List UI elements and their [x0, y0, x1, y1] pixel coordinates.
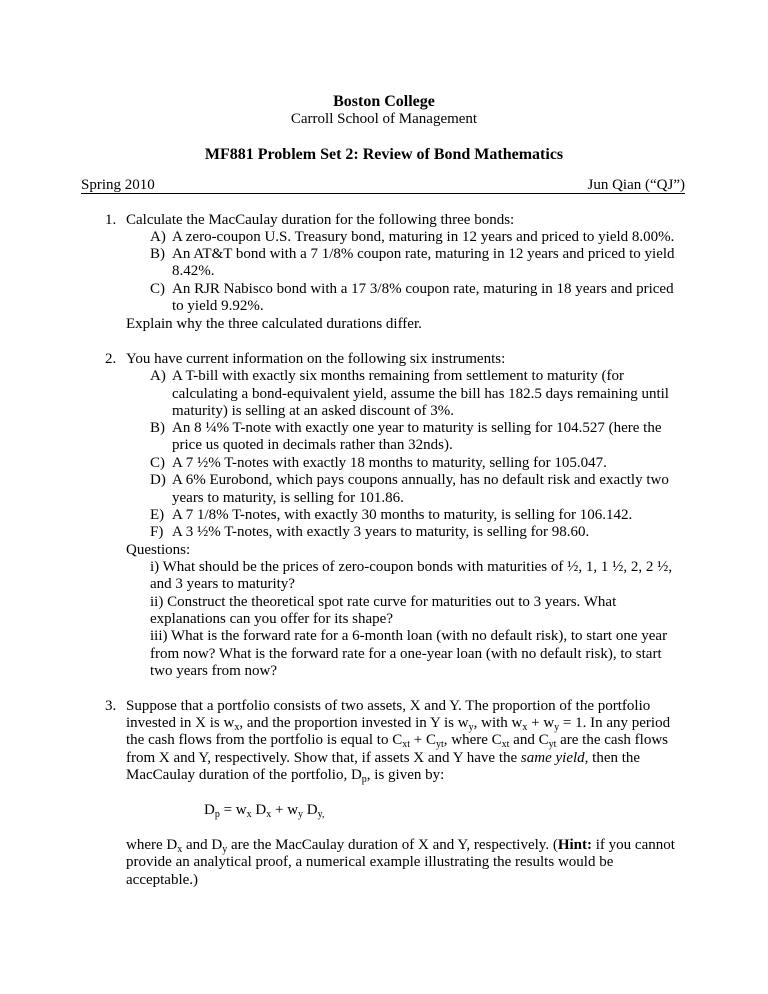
q2-a-line2: calculating a bond-equivalent yield, assume the bill has 182.5 days remaining until [172, 386, 669, 402]
page-title: MF881 Problem Set 2: Review of Bond Mathematics [204, 146, 564, 163]
q2-number: 2. [105, 351, 117, 367]
term: Spring 2010 [81, 177, 155, 193]
q2-prompt: You have current information on the following six instruments: [126, 351, 506, 367]
q2-f-label: F) [150, 524, 164, 540]
q3-line7: provide an analytical proof, a numerical example illustrating the results would be [126, 854, 614, 870]
q2-e-label: E) [150, 507, 165, 523]
q3-number: 3. [105, 698, 117, 714]
hint-label: Hint: [557, 837, 592, 853]
q2-iii-line1: iii) What is the forward rate for a 6-month loan (with no default risk), to start one year [150, 628, 668, 644]
q1-number: 1. [105, 212, 117, 228]
q3-line1: Suppose that a portfolio consists of two assets, X and Y. The proportion of the portfolio [126, 698, 651, 714]
q2-i-line1: i) What should be the prices of zero-coupon bonds with maturities of ½, 1, 1 ½, 2, 2 ½, [150, 559, 673, 575]
q3-line2: invested in X is $w_x$, and the proportion invested in Y is $w_y$, with $w_x + w_y = 1$. In any period [126, 715, 671, 733]
q3-line4: from X and Y, respectively. Show that, if assets X and Y have the same yield, then the [126, 750, 641, 766]
q2-c-label: C) [150, 455, 165, 471]
q2-a-line3: maturity) is selling at an asked discount of 3%. [172, 403, 455, 419]
q2-b-label: B) [150, 420, 165, 436]
q2-iii-line2: from now? What is the forward rate for a one-year loan (with no default risk), to start [150, 646, 662, 662]
q3-same-yield: same yield [520, 750, 585, 766]
q2-d-line2: years to maturity, is selling for 101.86. [172, 490, 404, 506]
q2-b-line1: An 8 ¼% T-note with exactly one year to maturity is selling for 104.527 (here the [172, 420, 662, 436]
q1-c-line2: to yield 9.92%. [172, 298, 264, 314]
header-divider [81, 193, 685, 194]
q3-line5: MacCaulay duration of the portfolio, $D_p$, is given by: [126, 767, 445, 785]
q2-questions-heading: Questions: [126, 542, 191, 558]
author: Jun Qian (“QJ”) [587, 177, 685, 193]
duration-formula: $D_p = w_x$ $D_x + w_y$ $D_{y,}$ [204, 802, 325, 820]
q3-line3: the cash flows from the portfolio is equal to $C_{xt} + C_{yt}$, where $C_{xt}$ and $C_{yt}$ are the cash flows [126, 732, 668, 750]
q2-d-label: D) [150, 472, 166, 488]
q2-a-label: A) [150, 368, 166, 384]
q1-b-label: B) [150, 246, 165, 262]
q1-explain: Explain why the three calculated durations differ. [126, 316, 422, 332]
q1-a-label: A) [150, 229, 166, 245]
q1-b-line2: 8.42%. [172, 263, 215, 279]
q1-b-line1: An AT&T bond with a 7 1/8% coupon rate, maturing in 12 years and priced to yield [172, 246, 675, 262]
q2-b-line2: price us quoted in decimals rather than 32nds). [172, 437, 453, 453]
q2-ii-line1: ii) Construct the theoretical spot rate curve for maturities out to 3 years. What [150, 594, 617, 610]
q2-iii-line3: two years from now? [150, 663, 278, 679]
q2-d-line1: A 6% Eurobond, which pays coupons annually, has no default risk and exactly two [172, 472, 669, 488]
q2-ii-line2: explanations can you offer for its shape? [150, 611, 393, 627]
q1-c-line1: An RJR Nabisco bond with a 17 3/8% coupon rate, maturing in 18 years and priced [172, 281, 674, 297]
q1-prompt: Calculate the MacCaulay duration for the following three bonds: [126, 212, 515, 228]
q2-e-line1: A 7 1/8% T-notes, with exactly 30 months to maturity, is selling for 106.142. [172, 507, 633, 523]
q3-line6: where $D_x$ and $D_y$ are the MacCaulay duration of X and Y, respectively. (Hint: if you cannot [126, 837, 675, 855]
q2-a-line1: A T-bill with exactly six months remaining from settlement to maturity (for [172, 368, 625, 384]
q2-c-line1: A 7 ½% T-notes with exactly 18 months to maturity, selling for 105.047. [172, 455, 607, 471]
q1-a-text: A zero-coupon U.S. Treasury bond, maturing in 12 years and priced to yield 8.00%. [172, 229, 675, 245]
q3-line8: acceptable.) [126, 872, 199, 888]
q2-f-line1: A 3 ½% T-notes, with exactly 3 years to maturity, is selling for 98.60. [172, 524, 590, 540]
q2-i-line2: and 3 years to maturity? [150, 576, 295, 592]
school-name: Carroll School of Management [290, 111, 478, 127]
q1-c-label: C) [150, 281, 165, 297]
institution-name: Boston College [333, 93, 435, 110]
